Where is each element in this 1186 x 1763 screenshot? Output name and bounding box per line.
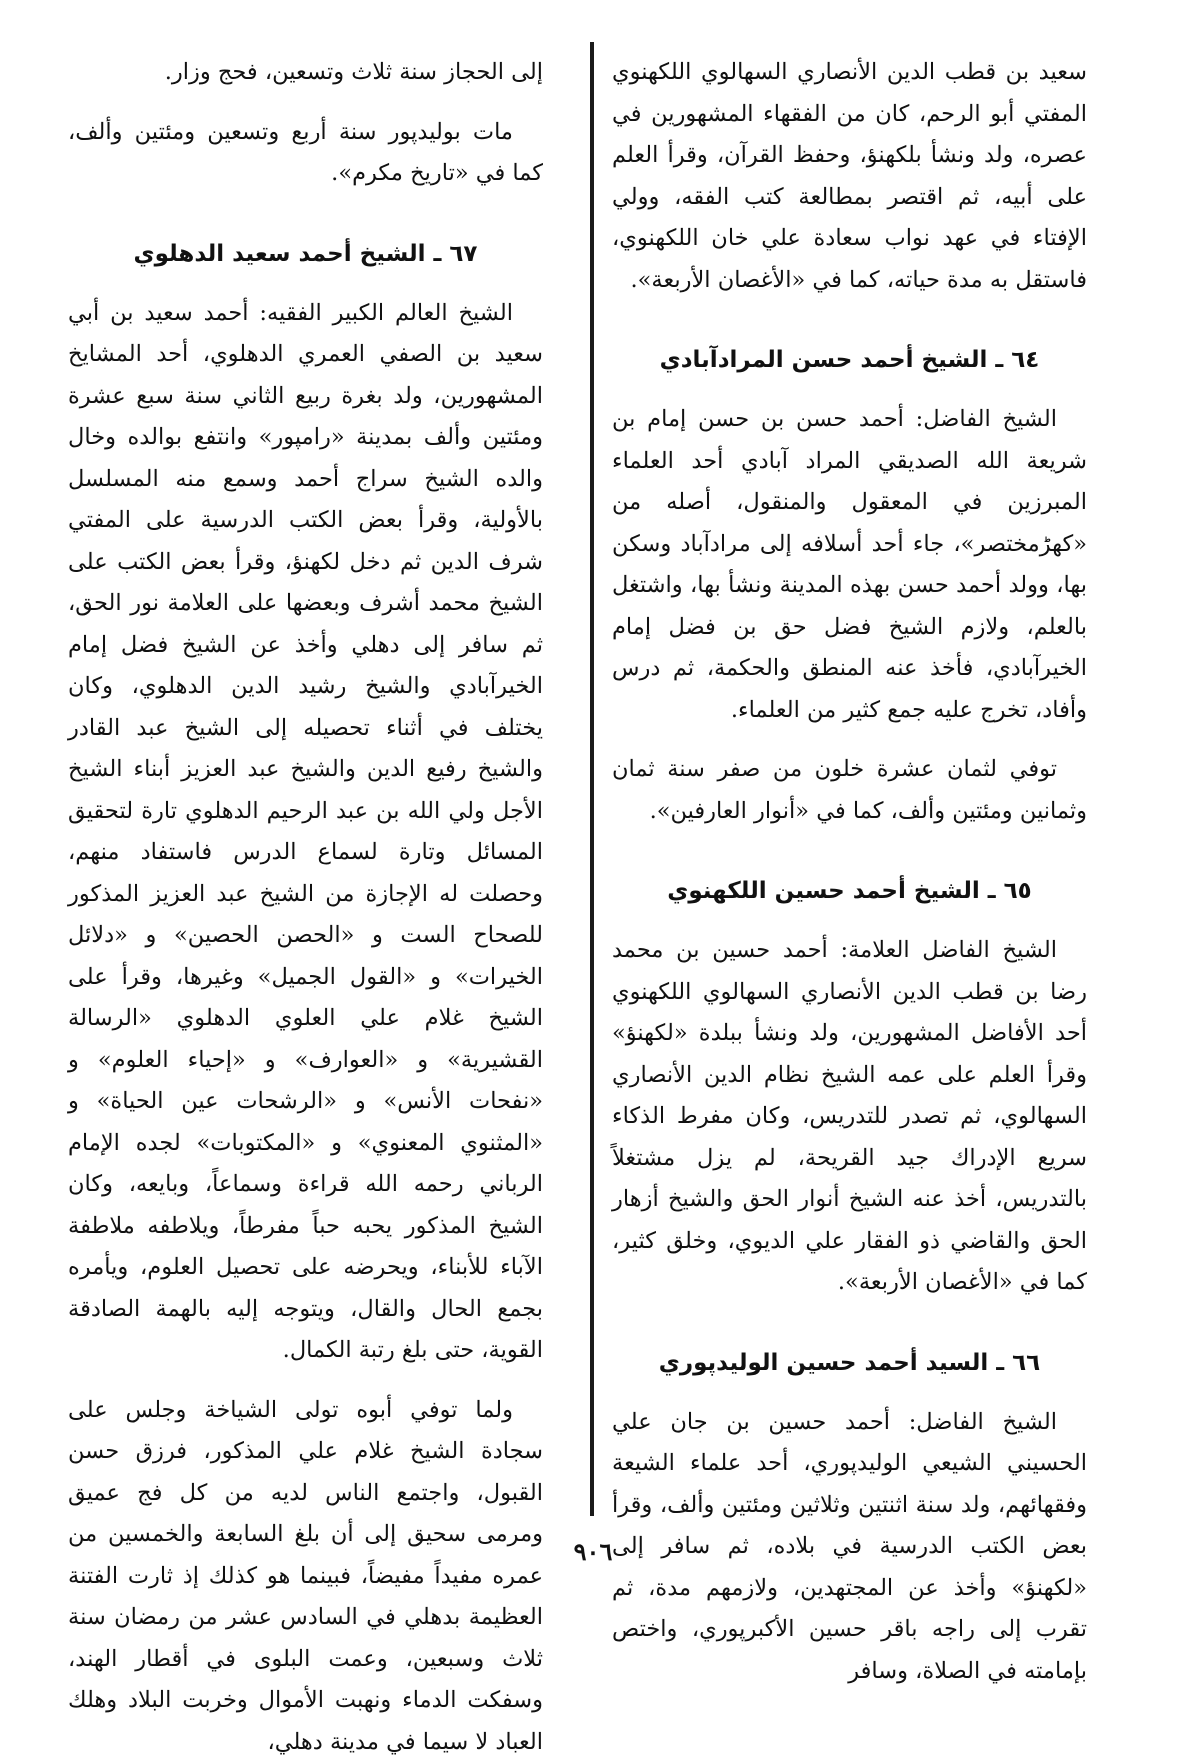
paragraph: مات بوليدپور سنة أربع وتسعين ومئتين وألف، كما في «تاريخ مكرم».	[68, 112, 543, 195]
paragraph: الشيخ الفاضل العلامة: أحمد حسين بن محمد رضا بن قطب الدين الأنصاري السهالوي اللكهنوي أحد الأفاضل المشهورين، ولد ونشأ ببلدة «لكهنؤ» وقرأ العلم على عمه الشيخ نظام الدين الأنصاري السهالوي، ثم تصدر للتدريس، وكان مفرط الذكاء سريع الإدراك جيد القريحة، لم يزل مشتغلاً بالتدريس، أخذ عنه الشيخ أنوار الحق والشيخ أزهار الحق والقاضي ذو الفقار علي الديوي، وخلق كثير، كما في «الأغصان الأربعة».	[612, 930, 1087, 1304]
entry-heading-65: ٦٥ ـ الشيخ أحمد حسين اللكهنوي	[612, 870, 1087, 912]
paragraph: الشيخ الفاضل: أحمد حسن بن حسن إمام بن شريعة الله الصديقي المراد آبادي أحد العلماء المبرزين في المعقول والمنقول، أصله من «كهڑمختصر»، جاء أحد أسلافه إلى مرادآباد وسكن بها، وولد أحمد حسن بهذه المدينة ونشأ بها، واشتغل بالعلم، ولازم الشيخ فضل حق بن فضل إمام الخيرآبادي، فأخذ عنه المنطق والحكمة، ثم درس وأفاد، تخرج عليه جمع كثير من العلماء.	[612, 399, 1087, 731]
column-divider	[590, 42, 594, 1516]
paragraph: الشيخ العالم الكبير الفقيه: أحمد سعيد بن أبي سعيد بن الصفي العمري الدهلوي، أحد المشايخ المشهورين، ولد بغرة ربيع الثاني سنة سبع عشرة ومئتين وألف بمدينة «رامپور» وانتفع بوالده وخال والده الشيخ سراج أحمد وسمع منه المسلسل بالأولية، وقرأ بعض الكتب الدرسية على المفتي شرف الدين ثم دخل لكهنؤ، وقرأ بعض الكتب على الشيخ محمد أشرف وبعضها على العلامة نور الحق، ثم سافر إلى دهلي وأخذ عن الشيخ فضل إمام الخيرآبادي والشيخ رشيد الدين الدهلوي، وكان يختلف في أثناء تحصيله إلى الشيخ عبد القادر والشيخ رفيع الدين والشيخ عبد العزيز أبناء الشيخ الأجل ولي الله بن عبد الرحيم الدهلوي تارة لتحقيق المسائل وتارة لسماع الدرس فاستفاد منهم، وحصلت له الإجازة من الشيخ عبد العزيز المذكور للصحاح الست و «الحصن الحصين» و «دلائل الخيرات» و «القول الجميل» وغيرها، وقرأ على الشيخ غلام علي العلوي الدهلوي «الرسالة القشيرية» و «العوارف» و «إحياء العلوم» و «نفحات الأنس» و «الرشحات عين الحياة» و «المثنوي المعنوي» و «المكتوبات» لجده الإمام الرباني رحمه الله قراءة وسماعاً، وبايعه، وكان الشيخ المذكور يحبه حباً مفرطاً، ويلاطفه ملاطفة الآباء للأبناء، ويحرضه على تحصيل العلوم، ويأمره بجمع الحال والقال، ويتوجه إليه بالهمة الصادقة القوية، حتى بلغ رتبة الكمال.	[68, 293, 543, 1372]
paragraph: إلى الحجاز سنة ثلاث وتسعين، فحج وزار.	[68, 52, 543, 94]
paragraph: الشيخ الفاضل: أحمد حسين بن جان علي الحسيني الشيعي الوليدپوري، أحد علماء الشيعة وفقهائهم، ولد سنة اثنتين وثلاثين ومئتين وألف، وقرأ بعض الكتب الدرسية في بلاده، ثم سافر إلى «لكهنؤ» وأخذ عن المجتهدين، ولازمهم مدة، ثم تقرب إلى راجه باقر حسين الأكبرپوري، واختص بإمامته في الصلاة، وسافر	[612, 1402, 1087, 1693]
entry-heading-66: ٦٦ ـ السيد أحمد حسين الوليدپوري	[612, 1342, 1087, 1384]
paragraph: ولما توفي أبوه تولى الشياخة وجلس على سجادة الشيخ غلام علي المذكور، فرزق حسن القبول، واجتمع الناس لديه من كل فج عميق ومرمى سحيق إلى أن بلغ السابعة والخمسين من عمره مفيداً مفيضاً، فبينما هو كذلك إذ ثارت الفتنة العظيمة بدهلي في السادس عشر من رمضان سنة ثلاث وسبعين، وعمت البلوى في أقطار الهند، وسفكت الدماء ونهبت الأموال وخربت البلاد وهلك العباد لا سيما في مدينة دهلي،	[68, 1390, 543, 1763]
paragraph: سعيد بن قطب الدين الأنصاري السهالوي اللكهنوي المفتي أبو الرحم، كان من الفقهاء المشهورين في عصره، ولد ونشأ بلكهنؤ، وحفظ القرآن، وقرأ العلم على أبيه، ثم اقتصر بمطالعة كتب الفقه، وولي الإفتاء في عهد نواب سعادة علي خان اللكهنوي، فاستقل به مدة حياته، كما في «الأغصان الأربعة».	[612, 52, 1087, 301]
entry-heading-67: ٦٧ ـ الشيخ أحمد سعيد الدهلوي	[68, 233, 543, 275]
page-number: ٩٠٦	[0, 1537, 1186, 1566]
entry-heading-64: ٦٤ ـ الشيخ أحمد حسن المرادآبادي	[612, 339, 1087, 381]
right-column	[612, 52, 1087, 1692]
left-column	[68, 52, 543, 1763]
paragraph: توفي لثمان عشرة خلون من صفر سنة ثمان وثمانين ومئتين وألف، كما في «أنوار العارفين».	[612, 749, 1087, 832]
